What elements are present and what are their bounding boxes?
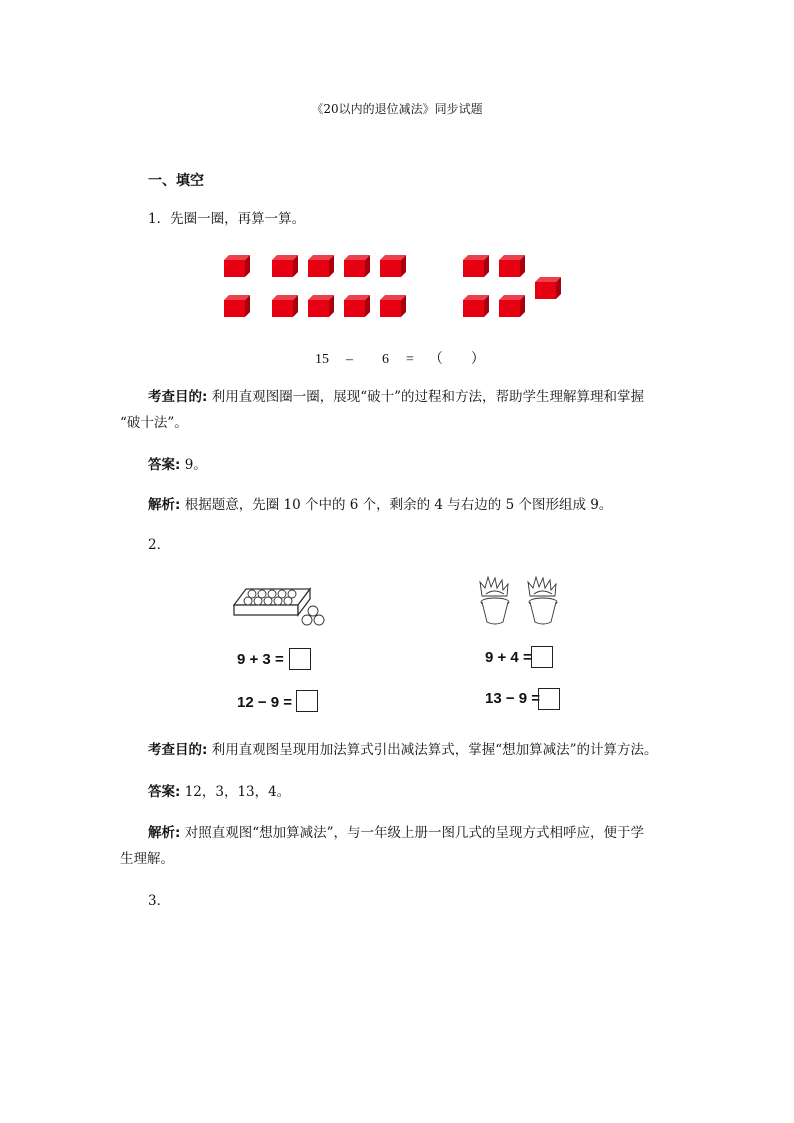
q1-analysis-text: 根据题意，先圈 10 个中的 6 个，剩余的 4 与右边的 5 个图形组成 9。	[180, 497, 613, 513]
q2-left-eq2: 12 − 9 =	[237, 694, 293, 711]
q1-purpose	[148, 388, 644, 406]
q1-answer-label: 答案:	[148, 457, 181, 473]
q2-right-answer-box-1[interactable]	[531, 646, 553, 668]
q2-purpose	[148, 741, 658, 759]
red-cube	[380, 295, 406, 317]
q1-answer	[148, 456, 207, 474]
q2-analysis-text: 对照直观图“想加算减法”，与一年级上册一图几式的呈现方式相呼应，便于学	[180, 825, 644, 841]
red-cube	[499, 255, 525, 277]
red-cube	[224, 255, 250, 277]
red-cube	[272, 295, 298, 317]
q1-analysis-label: 解析:	[148, 497, 181, 513]
q1-equation	[315, 348, 485, 368]
q1-answer-text: 9。	[180, 457, 207, 473]
q2-answer-text: 12，3，13，4。	[180, 784, 291, 800]
q1-cube-figure	[0, 0, 794, 340]
q1-eq-b: 6	[382, 352, 389, 367]
q1-number: 1．	[148, 211, 171, 227]
q1-purpose-text: 利用直观图圈一圈，展现“破十”的过程和方法，帮助学生理解算理和掌握	[207, 389, 644, 405]
red-cube	[344, 255, 370, 277]
red-cube	[463, 255, 489, 277]
red-cube	[308, 295, 334, 317]
q2-analysis-cont: 生理解。	[120, 851, 174, 867]
q1-purpose-label: 考查目的:	[148, 389, 208, 405]
red-cube	[499, 295, 525, 317]
red-cube	[380, 255, 406, 277]
page-title: 《20以内的退位减法》同步试题	[311, 102, 483, 116]
section-heading-fill-in: 一、填空	[148, 173, 204, 189]
red-cube	[535, 277, 561, 299]
q2-number: 2．	[148, 537, 171, 553]
q3-number: 3．	[148, 893, 171, 909]
q1-eq-equals: =	[406, 352, 414, 367]
q1-eq-blank: （ ）	[428, 352, 485, 367]
q1-eq-a: 15	[315, 352, 329, 367]
q1-eq-op: –	[346, 352, 353, 367]
q2-purpose-text: 利用直观图呈现用加法算式引出减法算式，掌握“想加算减法”的计算方法。	[207, 742, 658, 758]
q2-answer	[148, 783, 290, 801]
q1-prompt: 先圈一圈，再算一算。	[170, 211, 306, 227]
q2-analysis	[148, 824, 644, 842]
q2-analysis-label: 解析:	[148, 825, 181, 841]
q1-purpose-cont: “破十法”。	[120, 415, 188, 431]
red-cube	[224, 295, 250, 317]
red-cube	[344, 295, 370, 317]
q2-right-eq2: 13 − 9 =	[485, 690, 541, 707]
q2-left-answer-box-2[interactable]	[296, 690, 318, 712]
red-cube	[463, 295, 489, 317]
q2-left-answer-box-1[interactable]	[289, 648, 311, 670]
red-cube	[308, 255, 334, 277]
q2-right-eq1: 9 + 4 =	[485, 649, 532, 666]
ball-box-illustration	[232, 583, 332, 635]
flower-pots-illustration	[476, 574, 568, 632]
q1-analysis	[148, 496, 612, 514]
q2-answer-label: 答案:	[148, 784, 181, 800]
q2-purpose-label: 考查目的:	[148, 742, 208, 758]
red-cube	[272, 255, 298, 277]
q2-right-answer-box-2[interactable]	[538, 688, 560, 710]
q2-left-eq1: 9 + 3 =	[237, 651, 284, 668]
